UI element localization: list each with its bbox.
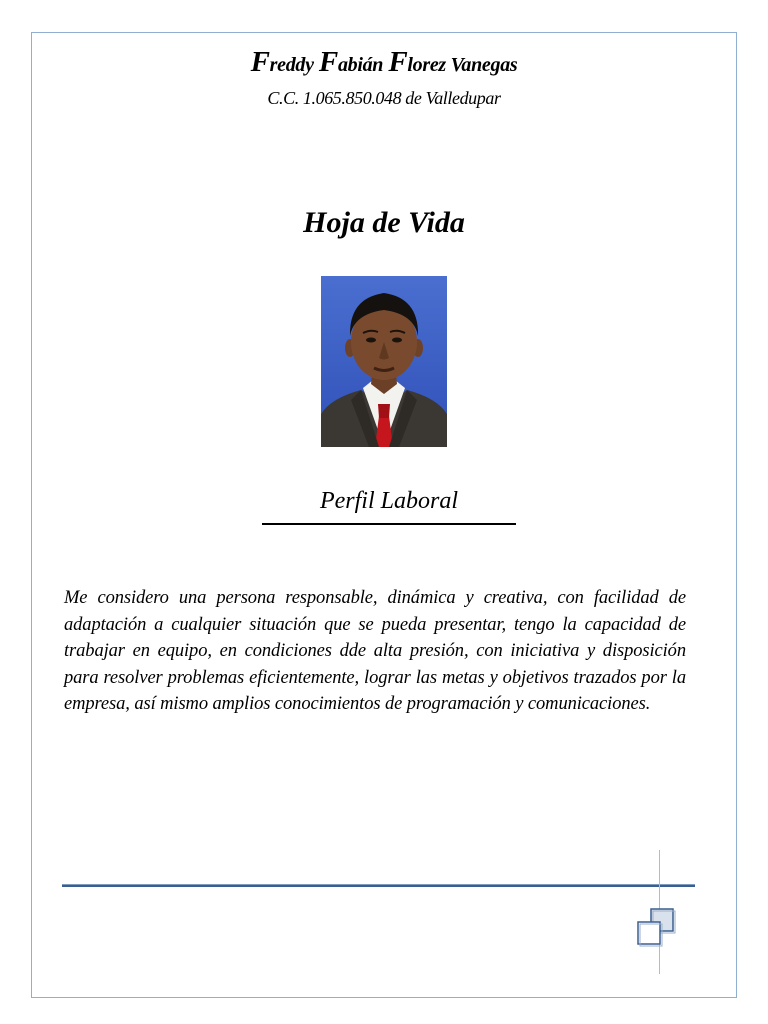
footer-divider	[62, 884, 695, 887]
overlapping-squares-icon	[634, 906, 678, 948]
document-title: Hoja de Vida	[303, 206, 465, 239]
name-initial-1: F	[250, 46, 270, 78]
applicant-name	[0, 46, 768, 79]
profile-paragraph: Me considero una persona responsable, dinámica y creativa, con facilidad de adaptación a cualquier situación que se pueda presentar, tengo la capacidad de trabajar en equipo, en condiciones dde alta presión, con iniciativa y disposición para resolver problemas eficientemente, lograr las metas y objetivos trazados por la empresa, así mismo amplios conocimientos de programación y comunicaciones.	[64, 588, 686, 714]
portrait-photo	[321, 276, 447, 447]
name-part-1: reddy	[269, 54, 314, 76]
name-part-2: abián	[337, 54, 384, 76]
portrait-illustration	[321, 276, 447, 447]
section-heading-profile: Perfil Laboral	[319, 488, 458, 514]
section-underline	[262, 523, 516, 525]
name-part-3: lorez Vanegas	[407, 54, 518, 76]
name-initial-2: F	[318, 46, 338, 78]
name-initial-3: F	[388, 46, 408, 78]
page-border	[31, 32, 737, 998]
id-line: C.C. 1.065.850.048 de Valledupar	[267, 88, 501, 108]
